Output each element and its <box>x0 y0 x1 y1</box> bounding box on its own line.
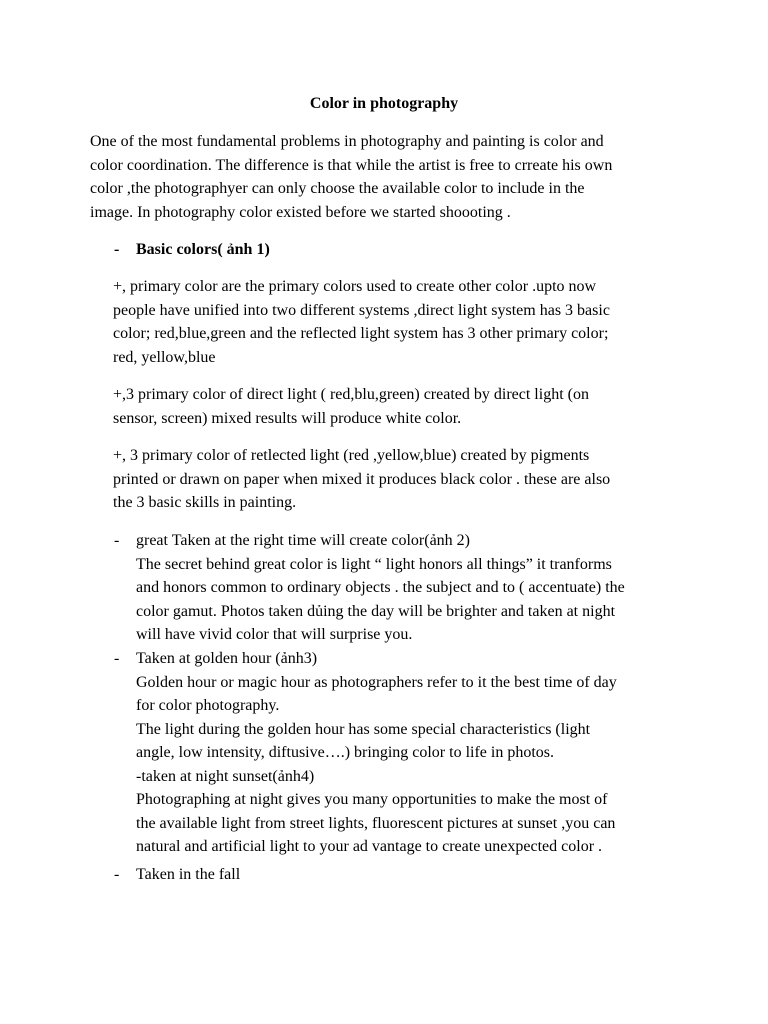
text-line: for color photography. <box>136 697 280 714</box>
list-item-golden-hour <box>136 647 617 859</box>
text-line: people have unified into two different systems ,direct light system has 3 basic <box>113 301 610 319</box>
text-line: Photographing at night gives you many opportunities to make the most of <box>136 791 608 808</box>
list-item-great-taken <box>136 529 625 647</box>
direct-light-paragraph <box>113 383 589 430</box>
list-bullet: - <box>114 866 120 883</box>
text-line: color; red,blue,green and the reflected light system has 3 other primary color; <box>113 325 609 342</box>
section-heading-basic-colors: Basic colors( ảnh 1) <box>136 241 270 258</box>
text-line: color ,the photographyer can only choose the available color to include in the <box>90 180 585 197</box>
list-bullet: - <box>114 241 120 258</box>
intro-paragraph <box>90 130 612 224</box>
text-line: image. In photography color existed before we started shoooting . <box>90 203 511 221</box>
text-line: the 3 basic skills in painting. <box>113 494 297 511</box>
text-line: The light during the golden hour has some special characteristics (light <box>136 720 591 738</box>
text-line: color gamut. Photos taken dủing the day will be brighter and taken at night <box>136 602 616 620</box>
text-line: The secret behind great color is light “ light honors all things” it tranforms <box>136 555 612 573</box>
text-line: color coordination. The difference is that while the artist is free to crreate his own <box>90 156 613 174</box>
text-line: the available light from street lights, fluorescent pictures at sunset ,you can <box>136 814 616 832</box>
text-line: +, primary color are the primary colors used to create other color .upto now <box>113 278 597 295</box>
list-item-fall <box>136 863 240 887</box>
text-line: -taken at night sunset(ảnh4) <box>136 767 315 785</box>
text-line: Golden hour or magic hour as photographers refer to it the best time of day <box>136 673 617 691</box>
text-line: printed or drawn on paper when mixed it produces black color . these are also <box>113 470 611 488</box>
text-line: angle, low intensity, diftusive….) bringing color to life in photos. <box>136 744 555 761</box>
list-bullet: - <box>114 532 120 549</box>
text-line: great Taken at the right time will create color(ảnh 2) <box>136 532 470 549</box>
text-line: One of the most fundamental problems in photography and painting is color and <box>90 133 604 150</box>
reflected-light-paragraph <box>113 444 610 515</box>
primary-color-paragraph <box>113 275 610 369</box>
text-line: +,3 primary color of direct light ( red,blu,green) created by direct light (on <box>113 386 589 403</box>
text-line: Taken at golden hour (ảnh3) <box>136 650 318 667</box>
text-line: and honors common to ordinary objects . the subject and to ( accentuate) the <box>136 579 625 596</box>
text-line: +, 3 primary color of retlected light (red ,yellow,blue) created by pigments <box>113 447 590 464</box>
list-bullet: - <box>114 650 120 667</box>
text-line: will have vivid color that will surprise you. <box>136 626 413 643</box>
text-line: natural and artificial light to your ad vantage to create unexpected color . <box>136 838 603 855</box>
document-title: Color in photography <box>309 95 459 112</box>
text-line: sensor, screen) mixed results will produce white color. <box>113 409 462 427</box>
text-line: red, yellow,blue <box>113 348 216 366</box>
text-line: Taken in the fall <box>136 866 241 883</box>
